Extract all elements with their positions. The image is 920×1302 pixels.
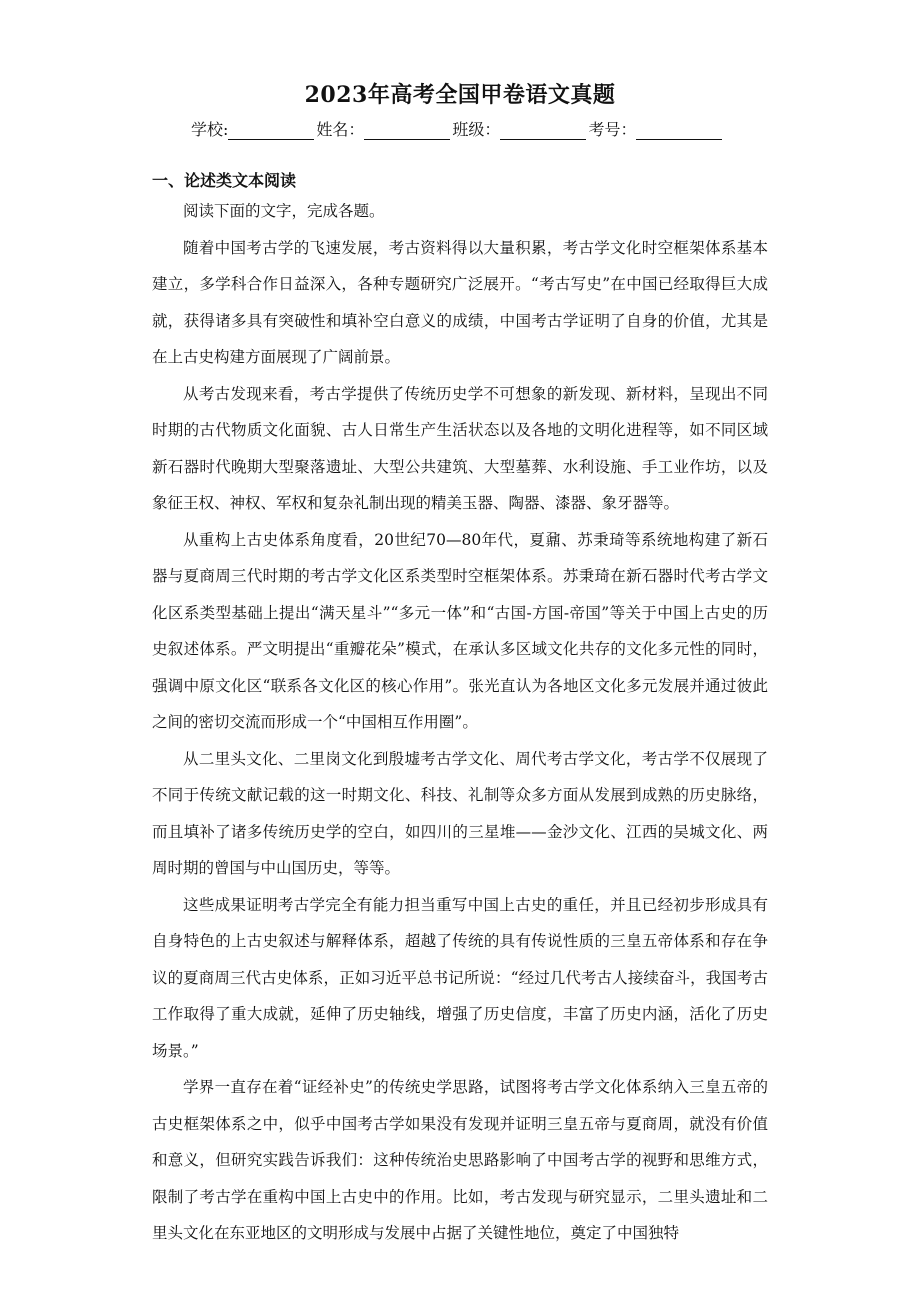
class-label: 班级： (452, 120, 501, 139)
school-label: 学校: (191, 120, 229, 139)
passage-paragraph: 随着中国考古学的飞速发展，考古资料得以大量积累，考古学文化时空框架体系基本建立，多学科合作日益深入，各种专题研究广泛展开。“考古写史”在中国已经取得巨大成就，获得诸多具有突破性和填补空白意义的成绩，中国考古学证明了自身的价值，尤其是在上古史构建方面展现了广阔前景。 (152, 238, 768, 366)
passage-paragraph: 从重构上古史体系角度看，20世纪70—80年代，夏鼐、苏秉琦等系统地构建了新石器与夏商周三代时期的考古学文化区系类型时空框架体系。苏秉琦在新石器时代考古学文化区系类型基础上提出“满天星斗”“多元一体”和“古国-方国-帝国”等关于中国上古史的历史叙述体系。严文明提出“重瓣花朵”模式，在承认多区域文化共存的文化多元性的同时，强调中原文化区“联系各文化区的核心作用”。张光直认为各地区文化多元发展并通过彼此之间的密切交流而形成一个“中国相互作用圈”。 (152, 530, 768, 731)
passage-paragraph: 从二里头文化、二里岗文化到殷墟考古学文化、周代考古学文化，考古学不仅展现了不同于传统文献记载的这一时期文化、科技、礼制等众多方面从发展到成熟的历史脉络，而且填补了诸多传统历史学的空白，如四川的三星堆——金沙文化、江西的吴城文化、两周时期的曾国与中山国历史，等等。 (152, 749, 768, 877)
reading-passage (152, 193, 768, 1252)
name-blank[interactable] (364, 121, 450, 140)
document-title: 2023年高考全国甲卷语文真题 (304, 82, 616, 108)
instruction-paragraph: 阅读下面的文字，完成各题。 (183, 202, 385, 220)
passage-paragraph: 这些成果证明考古学完全有能力担当重写中国上古史的重任，并且已经初步形成具有自身特色的上古史叙述与解释体系，超越了传统的具有传说性质的三皇五帝体系和存在争议的夏商周三代古史体系，正如习近平总书记所说：“经过几代考古人接续奋斗，我国考古工作取得了重大成就，延伸了历史轴线，增强了历史信度，丰富了历史内涵，活化了历史场景。” (152, 895, 768, 1060)
name-label: 姓名： (316, 120, 365, 139)
class-field (452, 117, 588, 140)
school-blank[interactable] (228, 121, 314, 140)
exam-number-label: 考号： (588, 120, 637, 139)
class-blank[interactable] (500, 121, 586, 140)
name-field (316, 117, 452, 140)
passage-paragraph: 学界一直存在着“证经补史”的传统史学思路，试图将考古学文化体系纳入三皇五帝的古史框架体系之中，似乎中国考古学如果没有发现并证明三皇五帝与夏商周，就没有价值和意义，但研究实践告诉我们：这种传统治史思路影响了中国考古学的视野和思维方式，限制了考古学在重构中国上古史中的作用。比如，考古发现与研究显示，二里头遗址和二里头文化在东亚地区的文明形成与发展中占据了关键性地位，奠定了中国独特 (152, 1078, 768, 1242)
exam-number-blank[interactable] (636, 121, 722, 140)
student-info-line (191, 117, 724, 140)
exam-number-field (588, 117, 724, 140)
school-field (191, 117, 316, 140)
section-heading: 一、论述类文本阅读 (152, 171, 297, 190)
passage-paragraph: 从考古发现来看，考古学提供了传统历史学不可想象的新发现、新材料，呈现出不同时期的古代物质文化面貌、古人日常生产生活状态以及各地的文明化进程等，如不同区域新石器时代晚期大型聚落遗址、大型公共建筑、大型墓葬、水利设施、手工业作坊，以及象征王权、神权、军权和复杂礼制出现的精美玉器、陶器、漆器、象牙器等。 (152, 384, 768, 512)
